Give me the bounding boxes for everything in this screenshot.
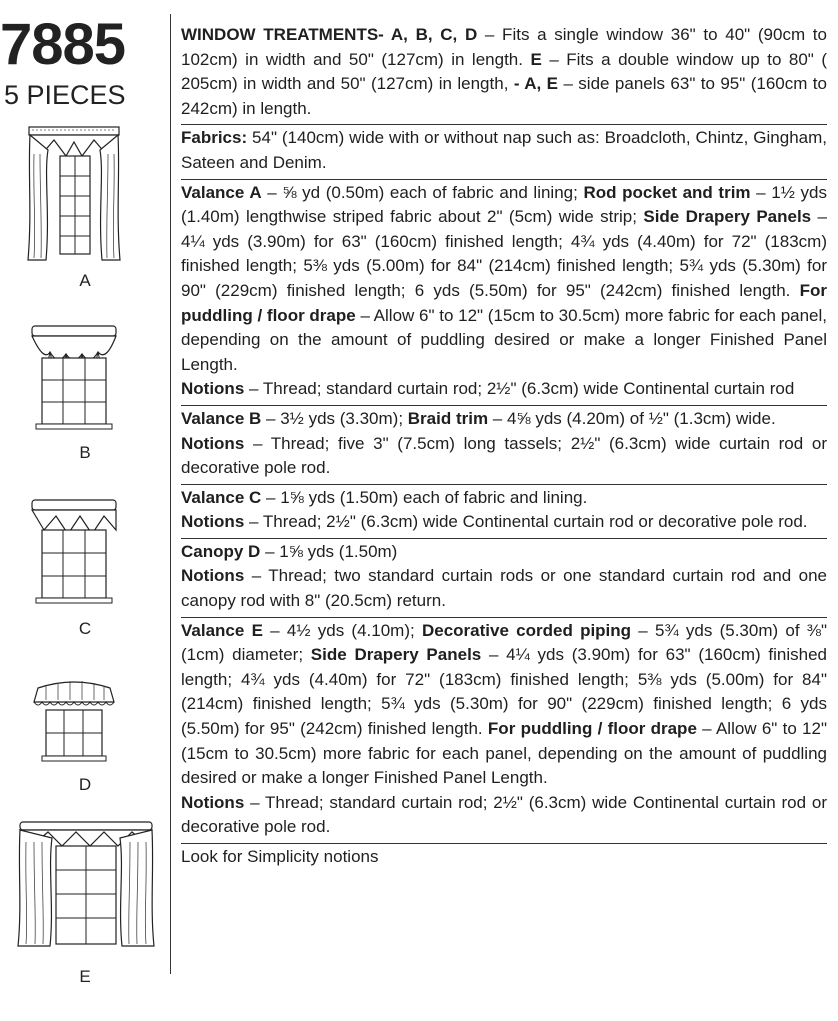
valance-b-text xyxy=(181,407,827,432)
text-fragment: – side panels 63" to 95" (160cm to 242cm) in length. xyxy=(181,74,827,118)
text-fragment: – 1⅝ yds (1.50m) xyxy=(260,541,398,561)
text-fragment: – Allow 6" to 12" (15cm to 30.5cm) more fabric for each panel, depending on the amount of puddling desired or make a longer Finished Panel Length. xyxy=(181,719,827,788)
heading-puddling: For puddling / floor drape xyxy=(181,280,827,325)
footer-text: Look for Simplicity notions xyxy=(181,847,379,866)
heading-notions: Notions xyxy=(181,566,245,586)
valance-a-notions xyxy=(181,377,827,402)
text-fragment: – Thread; two standard curtain rods or one standard curtain rod and one canopy rod with 8" (20.5cm) return. xyxy=(181,566,827,611)
heading-e: E xyxy=(530,49,542,69)
text-fragment: – Fits a single window 36" to 40" (90cm to 102cm) in width and 50" (127cm) in length. xyxy=(181,25,827,69)
text-fragment: – 4½ yds (4.10m); xyxy=(262,620,422,640)
view-a xyxy=(0,124,170,294)
curtain-panels-with-valance-drawing xyxy=(24,124,124,264)
text-fragment: – 1⅝ yds (1.50m) each of fabric and lining. xyxy=(261,487,588,507)
heading-notions: Notions xyxy=(181,379,245,399)
view-letter-e: E xyxy=(79,967,91,986)
text-fragment: – 4¼ yds (3.90m) for 63" (160cm) finished length; 4¾ yds (4.40m) for 72" (183cm) finished length; 5⅜ yds (5.00m) for 84" (214cm) finished length; 5¾ yds (5.30m) for 90" (229cm) finished length; 6 yds (5.50m) for 95" (242cm) finished length. xyxy=(181,645,828,739)
text-fragment: – 4¼ yds (3.90m) for 63" (160cm) finished length; 4¾ yds (4.40m) for 72" (183cm) finished length; 5⅜ yds (5.00m) for 84" (214cm) finished length; 5¾ yds (5.30m) for 90" (229cm) finished length; 6 yds (5.50m) for 95" (242cm) finished length. xyxy=(181,207,827,300)
heading-side-drapery: Side Drapery Panels xyxy=(310,645,482,665)
text-fragment: – 1½ yds (1.40m) lengthwise striped fabric about 2" (5cm) wide strip; xyxy=(181,182,827,227)
pointed-valance-window-drawing xyxy=(24,496,124,606)
pattern-number: 7885 xyxy=(0,12,126,77)
pieces-count: 5 PIECES xyxy=(4,80,126,110)
valance-e-notions xyxy=(181,791,827,840)
heading-fabrics: Fabrics: xyxy=(181,128,248,148)
text-fragment: – Thread; five 3" (7.5cm) long tassels; 2½" (6.3cm) wide curtain rod or decorative pole rod. xyxy=(181,433,827,478)
canopy-d-notions xyxy=(181,564,827,613)
text-fragment: – Allow 6" to 12" (15cm to 30.5cm) more fabric for each panel, depending on the amount of puddling desired or make a longer Finished Panel Length. xyxy=(181,305,828,374)
heading-corded-piping: Decorative corded piping xyxy=(421,620,632,640)
heading-puddling: For puddling / floor drape xyxy=(487,719,697,739)
heading-notions: Notions xyxy=(181,792,245,812)
canopy-d-section xyxy=(181,539,827,618)
valance-e-section xyxy=(181,618,827,844)
text-fragment: – Thread; standard curtain rod; 2½" (6.3cm) wide Continental curtain rod xyxy=(244,379,795,399)
heading-canopy-d: Canopy D xyxy=(181,541,261,561)
heading-valance-e: Valance E xyxy=(181,620,263,640)
view-letter-d: D xyxy=(78,775,92,794)
heading-a-e: - A, E xyxy=(513,74,559,94)
view-b xyxy=(0,322,170,462)
double-window-drapery-drawing xyxy=(16,818,156,948)
valance-c-notions xyxy=(181,510,827,535)
tassel-valance-window-drawing xyxy=(24,322,124,432)
column-divider xyxy=(170,14,171,974)
valance-c-text xyxy=(181,486,827,511)
text-fragment: – 5¾ yds (5.30m) of ⅜" (1cm) diameter; xyxy=(181,620,828,665)
valance-b-notions xyxy=(181,432,827,481)
requirements-column xyxy=(181,22,827,873)
heading-valance-c: Valance C xyxy=(181,487,262,507)
view-c xyxy=(0,496,170,636)
heading-valance-a: Valance A xyxy=(181,182,262,202)
window-treatments-section xyxy=(181,22,827,125)
view-d xyxy=(0,676,170,796)
view-letter-b: B xyxy=(79,443,91,462)
views-column xyxy=(0,0,170,1021)
heading-side-drapery: Side Drapery Panels xyxy=(643,207,812,227)
view-letter-c: C xyxy=(78,619,92,638)
heading-window-treatments: WINDOW TREATMENTS- A, B, C, D xyxy=(181,25,478,44)
valance-a-section xyxy=(181,180,827,406)
fabrics-text xyxy=(181,126,827,175)
text-fragment: – 3½ yds (3.30m); xyxy=(261,408,408,428)
footer-section xyxy=(181,844,827,873)
heading-valance-b: Valance B xyxy=(181,408,262,428)
heading-notions: Notions xyxy=(181,433,245,453)
heading-rod-pocket: Rod pocket and trim xyxy=(583,182,751,202)
valance-c-section xyxy=(181,485,827,539)
view-e xyxy=(0,818,170,986)
text-fragment: – 4⅝ yds (4.20m) of ½" (1.3cm) wide. xyxy=(488,408,776,428)
view-letter-a: A xyxy=(79,271,91,290)
canopy-d-text xyxy=(181,540,827,565)
text-fragment: – Fits a double window up to 80" ( 205cm) in width and 50" (127cm) in length, xyxy=(181,49,827,94)
window-treatments-text xyxy=(181,23,827,121)
fabrics-section xyxy=(181,125,827,179)
text-fragment: – ⅝ yd (0.50m) each of fabric and lining; xyxy=(261,182,584,202)
text-fragment: – Thread; standard curtain rod; 2½" (6.3cm) wide Continental curtain rod or decorative pole rod. xyxy=(181,792,827,837)
valance-e-text xyxy=(181,619,827,791)
valance-b-section xyxy=(181,406,827,485)
text-fragment: – Thread; 2½" (6.3cm) wide Continental curtain rod or decorative pole rod. xyxy=(244,512,808,532)
canopy-window-drawing xyxy=(24,676,124,766)
heading-braid-trim: Braid trim xyxy=(407,408,489,428)
valance-a-text xyxy=(181,181,827,378)
heading-notions: Notions xyxy=(181,512,245,532)
text-fragment: 54" (140cm) wide with or without nap such as: Broadcloth, Chintz, Gingham, Sateen and Denim. xyxy=(181,128,827,172)
